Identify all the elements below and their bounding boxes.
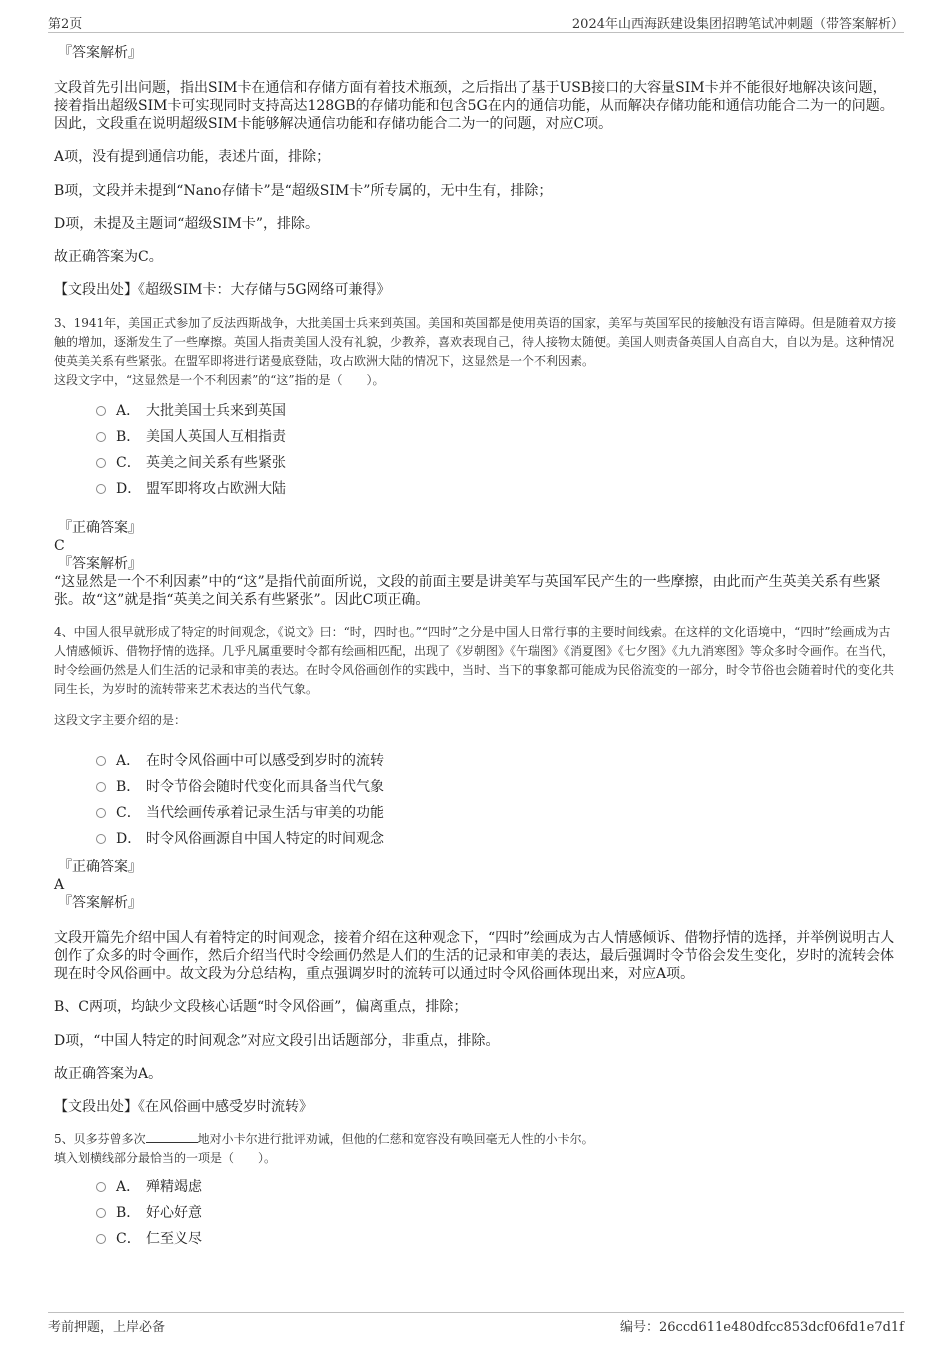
option-letter: B． xyxy=(116,429,141,445)
q4-analysis-paragraph: 文段开篇先介绍中国人有着特定的时间观念，接着介绍在这种观念下，“四时”绘画成为古人情感倾诉、借物抒情的选择，并举例说明古人创作了众多的时令画作，然后介绍当代时令绘画仍然是人们的生活的记录和审美的表达，最后强调时令节俗会发生变化，岁时的流转会体现在时令风俗画中。故文段为分总结构，重点强调岁时的流转可以通过时令风俗画体现出来，对应A项。 xyxy=(54,930,895,982)
q2-analysis-option-d: D项，未提及主题词“超级SIM卡”，排除。 xyxy=(54,216,319,232)
q4-option-a[interactable] xyxy=(96,748,900,774)
q4-answer-label: 『正确答案』 xyxy=(58,859,142,875)
q4-option-c[interactable] xyxy=(96,800,900,826)
option-letter: D． xyxy=(116,831,142,847)
option-text: 殚精竭虑 xyxy=(146,1179,202,1195)
option-text: 美国人英国人互相指责 xyxy=(146,429,286,445)
q5-stem-prefix: 5、贝多芬曾多次 xyxy=(54,1132,146,1146)
option-letter: A． xyxy=(116,403,141,419)
q5-question: 填入划横线部分最恰当的一项是（ ）。 xyxy=(54,1151,277,1165)
q4-conclusion: 故正确答案为A。 xyxy=(54,1066,163,1082)
radio-icon[interactable] xyxy=(96,808,106,818)
q5-blank xyxy=(146,1130,198,1143)
q4-option-b[interactable] xyxy=(96,774,900,800)
page-footer xyxy=(48,1312,904,1335)
q2-analysis-option-b: B项，文段并未提到“Nano存储卡”是“超级SIM卡”所专属的，无中生有，排除； xyxy=(54,183,553,199)
footer-slogan: 考前押题，上岸必备 xyxy=(48,1320,166,1335)
radio-icon[interactable] xyxy=(96,1208,106,1218)
q3-options xyxy=(96,398,900,502)
option-text: 仁至义尽 xyxy=(146,1231,202,1247)
q5-stem xyxy=(54,1130,900,1149)
option-text: 英美之间关系有些紧张 xyxy=(146,455,286,471)
q4-analysis-option-bc: B、C两项，均缺少文段核心话题“时令风俗画”，偏离重点，排除； xyxy=(54,999,468,1015)
q4-answer: A xyxy=(54,877,65,893)
q3-analysis-label: 『答案解析』 xyxy=(58,556,142,572)
q3-option-d[interactable] xyxy=(96,476,900,502)
document-title: 2024年山西海跃建设集团招聘笔试冲刺题（带答案解析） xyxy=(571,17,904,32)
q2-source: 【文段出处】《超级SIM卡：大存储与5G网络可兼得》 xyxy=(54,282,391,298)
radio-icon[interactable] xyxy=(96,756,106,766)
option-letter: C． xyxy=(116,805,141,821)
radio-icon[interactable] xyxy=(96,458,106,468)
q4-stem: 4、中国人很早就形成了特定的时间观念，《说文》曰：“时，四时也。”“四时”之分是中国人日常行事的主要时间线索。在这样的文化语境中，“四时”绘画成为古人情感倾诉、借物抒情的选择。几乎凡属重要时令都有绘画相匹配，出现了《岁朝图》《午瑞图》《消夏图》《七夕图》《九九消寒图》等众多时令画作。在当代，时令绘画仍然是人们生活的记录和审美的表达。在时令风俗画创作的实践中，当时、当下的事象都可能成为民俗流变的一部分，时令节俗也会随着时代的变化共同生长，为岁时的流转带来艺术表达的当代气象。 xyxy=(54,625,895,696)
option-text: 当代绘画传承着记录生活与审美的功能 xyxy=(146,805,384,821)
q5-option-b[interactable] xyxy=(96,1200,900,1226)
radio-icon[interactable] xyxy=(96,1234,106,1244)
q3-answer-label: 『正确答案』 xyxy=(58,520,142,536)
q5-option-c[interactable] xyxy=(96,1226,900,1252)
option-letter: C． xyxy=(116,1231,141,1247)
option-text: 大批美国士兵来到英国 xyxy=(146,403,286,419)
q5-options xyxy=(96,1174,900,1252)
q3-answer: C xyxy=(54,538,65,554)
q4-question: 这段文字主要介绍的是： xyxy=(54,713,187,727)
q4-source: 【文段出处】《在风俗画中感受岁时流转》 xyxy=(54,1099,313,1115)
option-letter: B． xyxy=(116,1205,141,1221)
q4-option-d[interactable] xyxy=(96,826,900,852)
q3-option-b[interactable] xyxy=(96,424,900,450)
q4-options xyxy=(96,748,900,852)
radio-icon[interactable] xyxy=(96,1182,106,1192)
option-text: 时令节俗会随时代变化而具备当代气象 xyxy=(146,779,384,795)
q2-analysis-paragraph: 文段首先引出问题，指出SIM卡在通信和存储方面有着技术瓶颈，之后指出了基于USB接口的大容量SIM卡并不能很好地解决该问题，接着指出超级SIM卡可实现同时支持高达128GB的存储功能和包含5G在内的通信功能，从而解决存储功能和通信功能合二为一的问题。因此，文段重在说明超级SIM卡能够解决通信功能和存储功能合二为一的问题，对应C项。 xyxy=(54,80,894,132)
option-letter: A． xyxy=(116,753,141,769)
q3-question: 这段文字中，“这显然是一个不利因素”的“这”指的是（ ）。 xyxy=(54,373,385,387)
page-content xyxy=(54,44,900,1252)
q3-stem: 3、1941年，美国正式参加了反法西斯战争，大批美国士兵来到英国。美国和英国都是使用英语的国家，美军与英国军民的接触没有语言障碍。但是随着双方接触的增加，逐渐发生了一些摩擦。英国人指责美国人没有礼貌，少教养，喜欢表现自己，待人接物太随便。美国人则责备英国人自高自大，自以为是。这种情况使英美关系有些紧张。在盟军即将进行诺曼底登陆，攻占欧洲大陆的情况下，这显然是一个不利因素。 xyxy=(54,316,897,368)
q5-option-a[interactable] xyxy=(96,1174,900,1200)
page-number: 第2页 xyxy=(48,17,83,32)
option-text: 在时令风俗画中可以感受到岁时的流转 xyxy=(146,753,384,769)
q3-analysis: “这显然是一个不利因素”中的“这”是指代前面所说，文段的前面主要是讲美军与英国军民产生的一些摩擦，由此而产生英美关系有些紧张。故“这”就是指“英美之间关系有些紧张”。因此C项正确。 xyxy=(54,574,881,608)
page-header xyxy=(48,12,904,33)
q2-analysis-option-a: A项，没有提到通信功能，表述片面，排除； xyxy=(54,149,331,165)
option-text: 好心好意 xyxy=(146,1205,202,1221)
option-letter: B． xyxy=(116,779,141,795)
q4-analysis-label: 『答案解析』 xyxy=(58,895,142,911)
document-id: 编号：26ccd611e480dfcc853dcf06fd1e7d1f xyxy=(620,1320,904,1335)
q5-stem-suffix: 地对小卡尔进行批评劝诫，但他的仁慈和宽容没有唤回毫无人性的小卡尔。 xyxy=(197,1132,594,1146)
radio-icon[interactable] xyxy=(96,782,106,792)
option-text: 盟军即将攻占欧洲大陆 xyxy=(146,481,286,497)
radio-icon[interactable] xyxy=(96,484,106,494)
radio-icon[interactable] xyxy=(96,406,106,416)
option-letter: D． xyxy=(116,481,142,497)
radio-icon[interactable] xyxy=(96,834,106,844)
q3-option-c[interactable] xyxy=(96,450,900,476)
q3-option-a[interactable] xyxy=(96,398,900,424)
q4-analysis-option-d: D项，“中国人特定的时间观念”对应文段引出话题部分，非重点，排除。 xyxy=(54,1033,500,1049)
option-letter: C． xyxy=(116,455,141,471)
radio-icon[interactable] xyxy=(96,432,106,442)
option-text: 时令风俗画源自中国人特定的时间观念 xyxy=(146,831,384,847)
option-letter: A． xyxy=(116,1179,141,1195)
q2-conclusion: 故正确答案为C。 xyxy=(54,249,163,265)
q2-analysis-label: 『答案解析』 xyxy=(58,45,142,61)
